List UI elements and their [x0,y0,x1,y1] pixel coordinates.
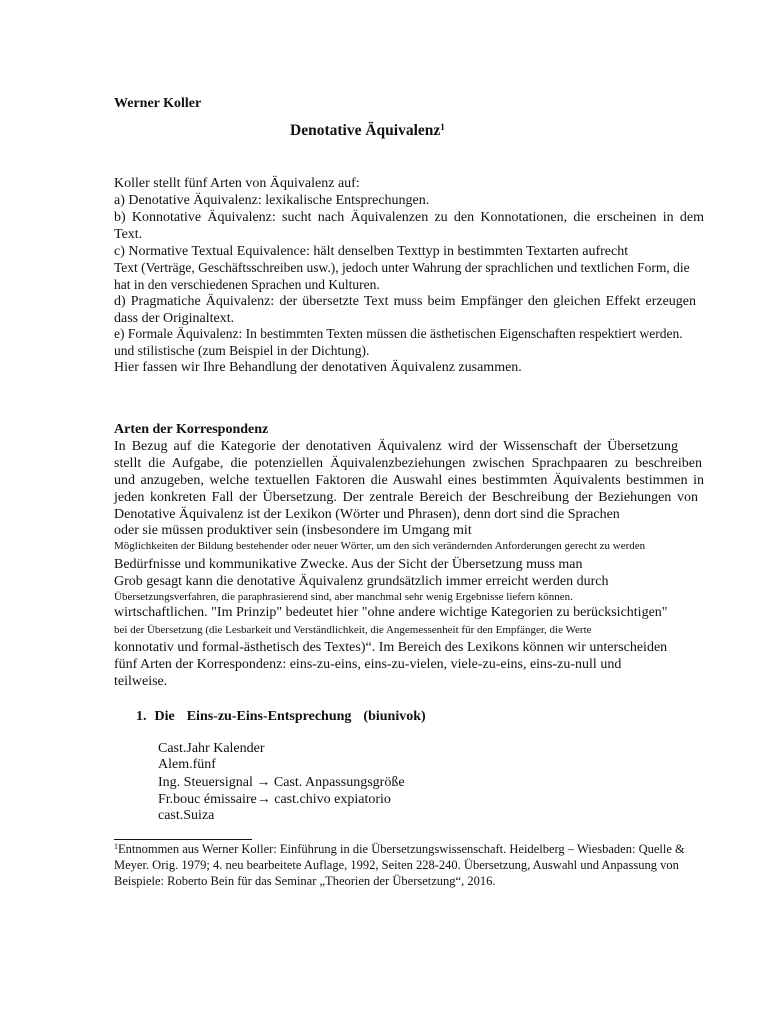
section-paragraph-line: jeden konkreten Fall der Übersetzung. Der zentrale Bereich der Beschreibung der Beziehungen von [114,490,698,505]
footnote-mark: 1 [114,842,118,851]
intro-item-e-line2: und stilistische (zum Beispiel in der Dichtung). [114,343,370,358]
footnote-line: Beispiele: Roberto Bein für das Seminar „Theorien der Übersetzung“, 2016. [114,874,496,888]
footnote-divider [114,839,252,840]
list-item-heading [136,709,426,724]
section-paragraph-line: fünf Arten der Korrespondenz: eins-zu-eins, eins-zu-vielen, viele-zu-eins, eins-zu-null und [114,657,622,672]
example-line: Ing. Steuersignal → Cast. Anpassungsgröße [158,775,405,790]
example-line: Fr.bouc émissaire→ cast.chivo expiatorio [158,792,391,807]
list-item-number: 1. [136,709,147,724]
document-title-text: Denotative Äquivalenz [290,122,441,139]
section-heading: Arten der Korrespondenz [114,422,269,437]
intro-item-e-line1: e) Formale Äquivalenz: In bestimmten Texten müssen die ästhetischen Eigenschaften respektiert werden. [114,326,683,341]
list-item-title-part: Die [154,709,175,724]
author-name: Werner Koller [114,96,202,111]
intro-item-d-line2: dass der Originaltext. [114,311,235,326]
intro-item-c-line2: Text (Verträge, Geschäftsschreiben usw.), jedoch unter Wahrung der sprachlichen und textlichen Form, die [114,260,690,275]
section-paragraph-line: oder sie müssen produktiver sein (insbesondere im Umgang mit [114,523,472,538]
example-line: cast.Suiza [158,808,215,823]
example-line: Cast.Jahr Kalender [158,741,265,756]
intro-lead: Koller stellt fünf Arten von Äquivalenz auf: [114,176,360,191]
section-paragraph-line: Möglichkeiten der Bildung bestehender oder neuer Wörter, um den sich verändernden Anforderungen gerecht zu werden [114,540,646,552]
intro-item-c-line1: c) Normative Textual Equivalence: hält denselben Texttyp in bestimmten Textarten aufrecht [114,244,629,259]
intro-item-a: a) Denotative Äquivalenz: lexikalische Entsprechungen. [114,193,430,208]
footnote-line: Meyer. Orig. 1979; 4. neu bearbeitete Auflage, 1992, Seiten 228-240. Übersetzung, Auswahl und Anpassung von [114,858,679,872]
document-title [290,122,445,139]
section-paragraph-line: bei der Übersetzung (die Lesbarkeit und Verständlichkeit, die Angemessenheit für den Empfänger, die Werte [114,624,592,636]
intro-closing: Hier fassen wir Ihre Behandlung der denotativen Äquivalenz zusammen. [114,360,522,375]
intro-item-c-line3: hat in den verschiedenen Sprachen und Kulturen. [114,277,380,292]
intro-item-b-line1: b) Konnotative Äquivalenz: sucht nach Äquivalenzen zu den Konnotationen, die erscheinen in dem [114,210,704,225]
intro-item-b-line2: Text. [114,227,143,242]
list-item-title-part: (biunivok) [363,709,426,724]
example-line: Alem.fünf [158,757,216,772]
section-paragraph-line: Denotative Äquivalenz ist der Lexikon (Wörter und Phrasen), denn dort sind die Sprachen [114,507,620,522]
section-paragraph-line: wirtschaftlichen. "Im Prinzip" bedeutet hier "ohne andere wichtige Kategorien zu berücksichtigen" [114,605,668,620]
footnote-line [114,843,685,857]
section-paragraph-line: und anzugeben, welche textuellen Faktoren die Auswahl eines bestimmten Äquivalents bestimmen in [114,473,704,488]
section-paragraph-line: Bedürfnisse und kommunikative Zwecke. Aus der Sicht der Übersetzung muss man [114,557,583,572]
section-paragraph-line: Grob gesagt kann die denotative Äquivalenz grundsätzlich immer erreicht werden durch [114,574,609,589]
section-paragraph-line: konnotativ und formal-ästhetisch des Textes)“. Im Bereich des Lexikons können wir unterscheiden [114,640,668,655]
section-paragraph-line: Übersetzungsverfahren, die paraphrasierend sind, aber manchmal sehr wenig Ergebnisse liefern können. [114,591,573,603]
footnote-reference: 1 [440,122,445,132]
list-item-title-part: Eins-zu-Eins-Entsprechung [186,709,352,724]
section-paragraph-line: teilweise. [114,674,168,689]
footnote-text: Entnommen aus Werner Koller: Einführung in die Übersetzungswissenschaft. Heidelberg – Wiesbaden: Quelle & [118,842,685,856]
section-paragraph-line: In Bezug auf die Kategorie der denotativen Äquivalenz wird der Wissenschaft der Übersetzung [114,439,678,454]
section-paragraph-line: stellt die Aufgabe, die potenziellen Äquivalenzbeziehungen zwischen Sprachpaaren zu beschreiben [114,456,702,471]
intro-item-d-line1: d) Pragmatiche Äquivalenz: der übersetzte Text muss beim Empfänger den gleichen Effekt erzeugen [114,294,696,309]
